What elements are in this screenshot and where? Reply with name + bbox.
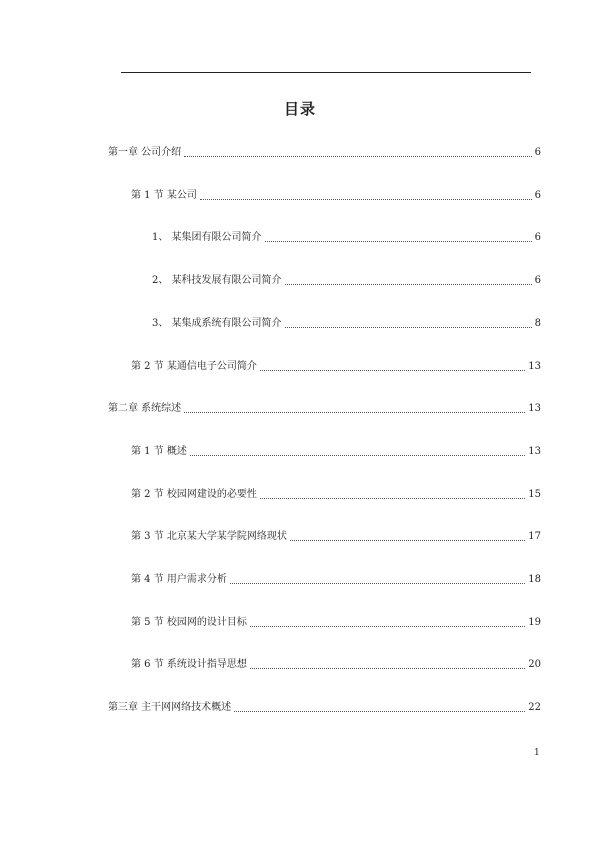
toc-entry-label: 第二章 系统综述 [108,403,182,414]
toc-dot-leader [234,710,525,712]
toc-entry[interactable] [131,527,541,543]
toc-dot-leader [290,539,525,541]
toc-entry[interactable] [131,570,541,586]
toc-dot-leader [265,240,532,242]
toc-entry-page: 6 [534,275,541,286]
toc-dot-leader [200,198,532,200]
toc-entry[interactable] [152,228,541,244]
toc-entry-page: 17 [528,531,541,542]
toc-entry[interactable] [131,442,541,458]
toc-entry[interactable] [131,186,541,202]
toc-entry-page: 6 [534,190,541,201]
page-number: 1 [534,748,540,758]
toc-entry-page: 19 [528,617,541,628]
toc-entry-label: 第 6 节 系统设计指导思想 [131,659,247,670]
toc-entry-label: 第三章 主干网网络技术概述 [108,702,232,713]
toc-entry-label: 第 1 节 概述 [131,446,187,457]
toc-entry-label: 3、 某集成系统有限公司简介 [152,318,282,329]
toc-dot-leader [285,326,532,328]
toc-entry[interactable] [131,613,541,629]
toc-entry[interactable] [108,143,541,159]
toc-dot-leader [230,582,525,584]
toc-entry-label: 第 5 节 校园网的设计目标 [131,617,247,628]
page-title: 目录 [283,100,316,118]
toc-entry[interactable] [108,399,541,415]
toc-entry-page: 6 [534,147,541,158]
toc-entry-page: 22 [528,702,541,713]
toc-entry-label: 第 1 节 某公司 [131,190,197,201]
toc-entry-page: 15 [528,489,541,500]
toc-dot-leader [250,667,525,669]
toc-entry-label: 2、 某科技发展有限公司简介 [152,275,282,286]
toc-dot-leader [285,283,532,285]
toc-dot-leader [260,497,525,499]
toc-entry[interactable] [152,314,541,330]
toc-dot-leader [190,454,525,456]
toc-dot-leader [184,411,525,413]
toc-entry-page: 6 [534,232,541,243]
toc-entry-page: 13 [528,403,541,414]
toc-entry-page: 20 [528,659,541,670]
toc-entry[interactable] [131,485,541,501]
toc-dot-leader [250,625,525,627]
toc-entry-label: 第一章 公司介绍 [108,147,182,158]
toc-entry[interactable] [152,271,541,287]
toc-entry[interactable] [131,655,541,671]
toc-entry-page: 13 [528,361,541,372]
toc-entry[interactable] [108,698,541,714]
toc-entry-label: 第 2 节 某通信电子公司简介 [131,361,257,372]
toc-entry-label: 第 2 节 校园网建设的必要性 [131,489,257,500]
toc-dot-leader [260,369,525,371]
toc-entry-page: 13 [528,446,541,457]
toc-entry[interactable] [131,357,541,373]
toc-dot-leader [184,155,531,157]
toc-entry-label: 1、 某集团有限公司简介 [152,232,262,243]
toc-entry-page: 18 [528,574,541,585]
toc-entry-label: 第 4 节 用户需求分析 [131,574,227,585]
toc-entry-label: 第 3 节 北京某大学某学院网络现状 [131,531,287,542]
toc-entry-page: 8 [534,318,541,329]
